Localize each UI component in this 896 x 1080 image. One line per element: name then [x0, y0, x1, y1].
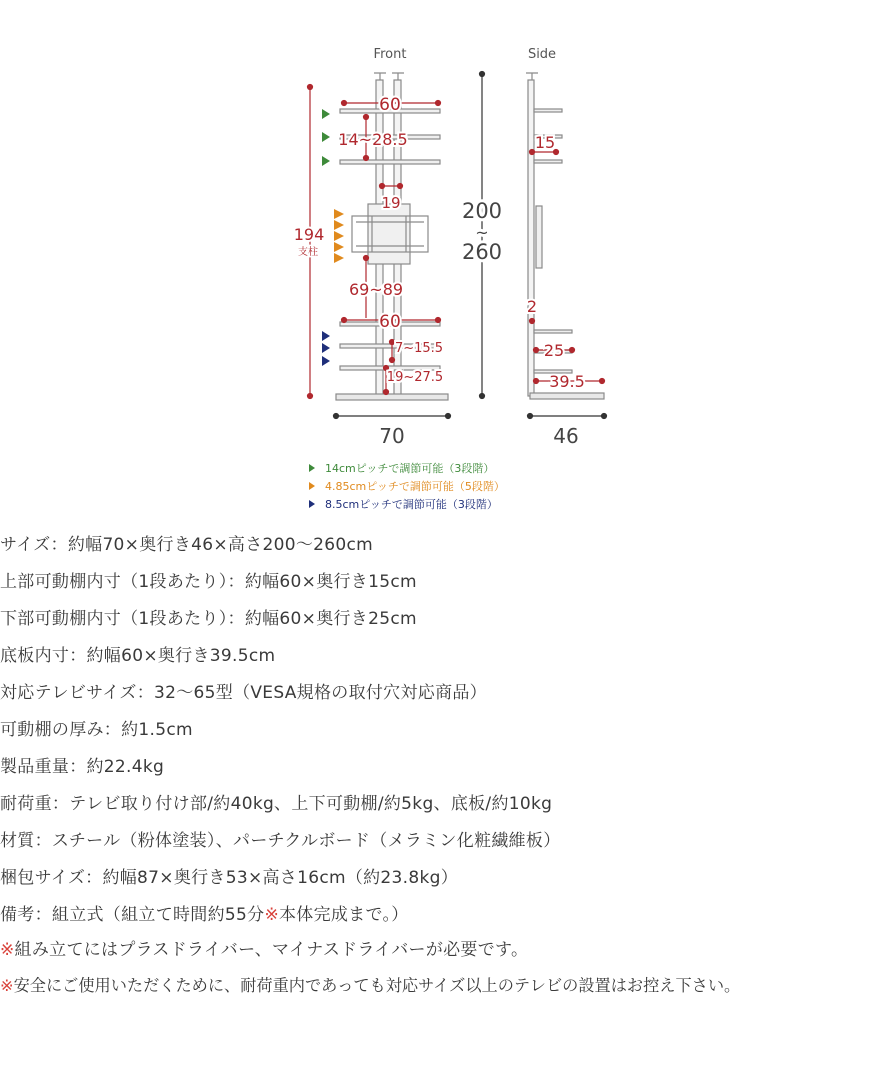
spec-weight [0, 752, 164, 777]
spec-tools-note-text: 組み立てにはプラスドライバー、マイナスドライバーが必要です。 [14, 940, 529, 960]
pillar-caption: 支柱 [298, 247, 318, 258]
spec-notes-text: 備考：組立式（組立て時間約55分 [0, 905, 265, 925]
navy-adjust-arrows [322, 331, 330, 366]
spec-tv-size [0, 678, 487, 703]
spec-material-text: 材質：スチール（粉体塗装）、パーチクルボード（メラミン化粧繊維板） [0, 831, 561, 851]
legend-item-navy: 8.5cmピッチで調節可能（3段階） [325, 498, 498, 511]
front-view-label: Front [373, 47, 407, 62]
side-base-dimension [528, 414, 607, 419]
bracket-width-label: 19 [381, 194, 401, 212]
spec-safety-note [0, 972, 740, 996]
spec-weight-text: 製品重量：約22.4kg [0, 757, 165, 777]
legend-navy-arrow-icon [309, 500, 315, 508]
side-base-width-label: 46 [553, 424, 579, 448]
spec-shelf-thickness [0, 715, 193, 740]
note-mark: ※ [0, 976, 14, 995]
side-gap-label: 2 [526, 297, 538, 316]
legend-green-arrow-icon [309, 464, 315, 472]
legend [309, 461, 505, 511]
spec-load-capacity [0, 789, 552, 814]
side-base-depth-label: 39.5 [549, 372, 585, 391]
green-adjust-arrows [322, 109, 330, 166]
spec-material [0, 826, 561, 851]
note-mark: ※ [0, 940, 15, 960]
spec-upper-shelf-text: 上部可動棚内寸（1段あたり）：約幅60×奥行き15cm [0, 572, 417, 592]
side-view-label: Side [527, 47, 557, 62]
front-base-dimension [334, 414, 451, 419]
spec-base-plate [0, 641, 275, 666]
pillar-height-label: 194 [293, 225, 325, 244]
top-shelf-spacing-label: 14~28.5 [338, 130, 408, 149]
spec-package-size-text: 梱包サイズ：約幅87×奥行き53×高さ16cm（約23.8kg） [0, 868, 459, 888]
legend-orange-arrow-icon [309, 482, 315, 490]
spec-upper-shelf [0, 567, 417, 592]
spec-notes [0, 900, 409, 925]
spec-size-text: サイズ：約幅70×奥行き46×高さ200〜260cm [0, 535, 373, 555]
note-mark: ※ [264, 905, 279, 925]
overall-height-top: 200 [461, 199, 503, 223]
bottom-spacing-2-label: 19~27.5 [386, 370, 444, 385]
spec-lower-shelf [0, 604, 417, 629]
spec-shelf-thickness-text: 可動棚の厚み：約1.5cm [0, 720, 193, 740]
side-top-shelf-depth-label: 15 [534, 133, 556, 152]
overall-height-sep: ~ [475, 223, 489, 242]
bottom-spacing-1-label: 7~15.5 [394, 341, 444, 356]
side-bottom-shelf-depth-label: 25 [543, 341, 565, 360]
legend-item-green: 14cmピッチで調節可能（3段階） [325, 462, 495, 475]
spec-package-size [0, 863, 458, 888]
legend-item-orange: 4.85cmピッチで調節可能（5段階） [325, 480, 505, 493]
spec-lower-shelf-text: 下部可動棚内寸（1段あたり）：約幅60×奥行き25cm [0, 609, 417, 629]
spec-safety-note-text: 安全にご使用いただくために、耐荷重内であっても対応サイズ以上のテレビの設置はお控え下さい。 [13, 976, 741, 995]
mount-range-label: 69~89 [348, 280, 404, 299]
spec-load-capacity-text: 耐荷重：テレビ取り付け部/約40kg、上下可動棚/約5kg、底板/約10kg [0, 794, 553, 814]
spec-base-plate-text: 底板内寸：約幅60×奥行き39.5cm [0, 646, 276, 666]
spec-tools-note [0, 935, 528, 960]
top-shelf-width-label: 60 [379, 95, 401, 115]
spec-tv-size-text: 対応テレビサイズ：32〜65型（VESA規格の取付穴対応商品） [0, 683, 487, 703]
orange-adjust-arrows [334, 209, 344, 263]
overall-height-bottom: 260 [461, 240, 503, 264]
bottom-shelf-width-label: 60 [379, 312, 401, 332]
front-base-width-label: 70 [379, 424, 405, 448]
spec-notes-text-end: 本体完成まで。） [278, 905, 409, 925]
dimension-diagram [0, 0, 896, 520]
spec-size [0, 530, 373, 555]
